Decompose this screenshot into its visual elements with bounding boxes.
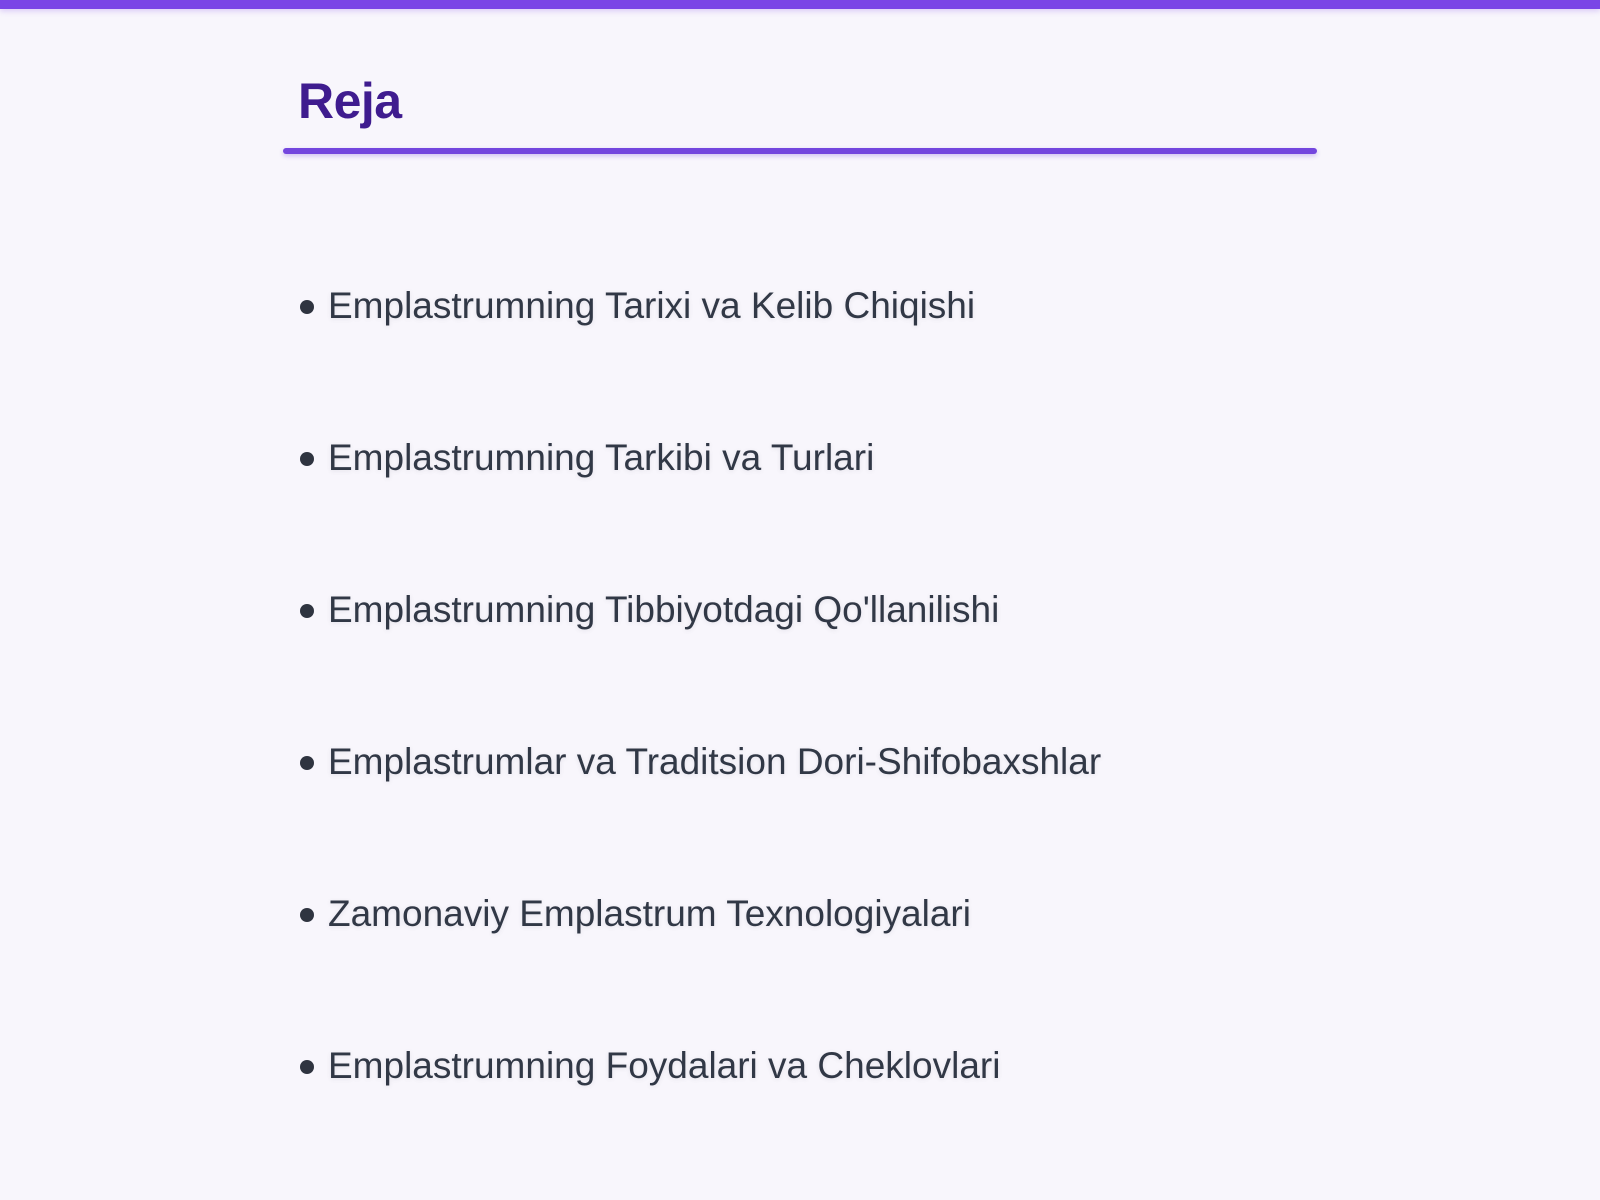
list-item xyxy=(300,726,1101,878)
list-item-label: Zamonaviy Emplastrum Texnologiyalari xyxy=(328,893,971,934)
list-item-label: Emplastrumning Tarkibi va Turlari xyxy=(328,437,875,478)
bullet-dot-icon xyxy=(300,756,314,770)
list-item-label: Emplastrumning Foydalari va Cheklovlari xyxy=(328,1045,1001,1086)
bullet-dot-icon xyxy=(300,452,314,466)
bullet-dot-icon xyxy=(300,908,314,922)
title-underline xyxy=(283,148,1317,154)
slide-title: Reja xyxy=(298,73,402,129)
agenda-list xyxy=(300,270,1101,1182)
top-accent-bar xyxy=(0,0,1600,9)
list-item-label: Emplastrumning Tibbiyotdagi Qo'llanilishi xyxy=(328,589,1000,630)
bullet-dot-icon xyxy=(300,604,314,618)
bullet-dot-icon xyxy=(300,1060,314,1074)
list-item-label: Emplastrumlar va Traditsion Dori-Shifobaxshlar xyxy=(328,741,1102,782)
list-item xyxy=(300,422,1101,574)
list-item xyxy=(300,270,1101,422)
bullet-dot-icon xyxy=(300,300,314,314)
list-item xyxy=(300,574,1101,726)
list-item-label: Emplastrumning Tarixi va Kelib Chiqishi xyxy=(328,285,976,326)
list-item xyxy=(300,878,1101,1030)
list-item xyxy=(300,1030,1101,1182)
